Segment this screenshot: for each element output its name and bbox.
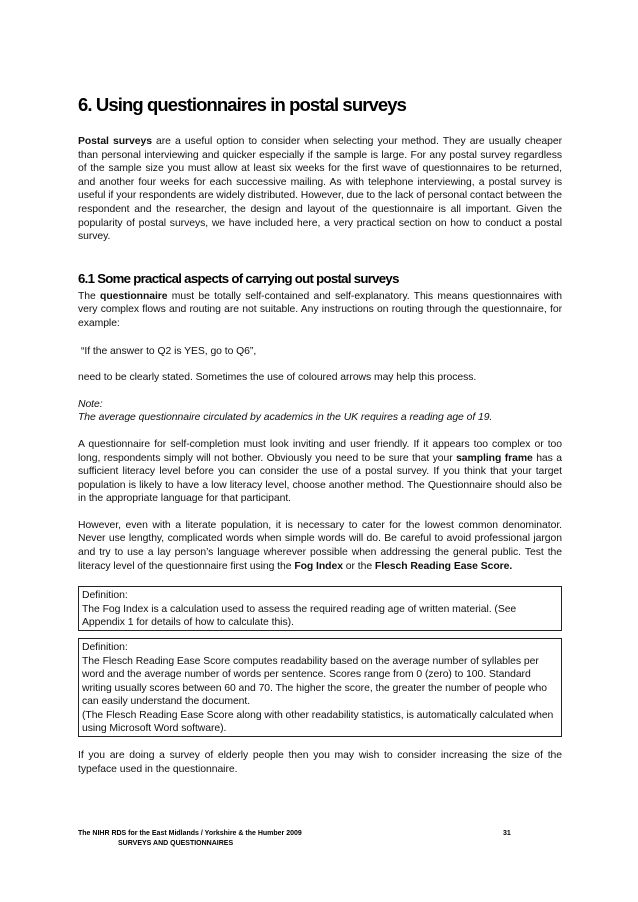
questionnaire-paragraph [78,290,562,331]
questionnaire-term: questionnaire [100,290,168,302]
para1-pre: The [78,290,101,302]
self-completion-paragraph [78,438,562,506]
footer-section: SURVEYS AND QUESTIONNAIRES [118,840,234,847]
intro-paragraph [78,135,562,244]
fog-index-definition-box [78,586,562,631]
page-content [78,94,562,777]
note-label: Note: [78,398,103,410]
flesch-definition: The Flesch Reading Ease Score computes readability based on the average number of syllables per word and the average number of words per sentence. Scores range from 0 (zero) to 100. Standard writing usually scores between 60 and 70. The higher the score, the greater the number of people who can easily understand the document. [82,655,547,708]
para3-pre: A questionnaire for self-completion must look inviting and user friendly. If it appears too complex or too long, respondents simply will not bother. Obviously you need to be sure that your [78,438,562,464]
flesch-definition-note: (The Flesch Reading Ease Score along with other readability statistics, is automatically calculated when using Microsoft Word software). [82,709,554,734]
subsection-title: 6.1 Some practical aspects of carrying out postal surveys [78,270,399,286]
note-text: The average questionnaire circulated by academics in the UK requires a reading age of 19. [78,412,493,424]
page-footer [78,830,562,847]
para1-post: must be totally self-contained and self-explanatory. This means questionnaires with very complex flows and routing are not suitable. Any instructions on routing through the questionnaire, for example: [78,290,563,329]
para4-mid: or the [342,560,375,572]
intro-text: are a useful option to consider when selecting your method. They are usually cheaper than personal interviewing and quicker especially if the sample is large. For any postal survey regardless of the sample size you must allow at least six weeks for the first wave of questionnaires to be returned, and another four weeks for each successive mailing. As with telephone interviewing, a postal survey is useful if your respondents are widely distributed. However, due to the lack of personal contact between the respondent and the researcher, the design and layout of the questionnaire is all important. Given the popularity of postal surveys, we have included here, a very practical section on how to conduct a postal survey. [78,136,562,243]
footer-source: The NIHR RDS for the East Midlands / Yorkshire & the Humber 2009 [78,830,302,837]
fog-index-term: Fog Index [294,560,343,572]
routing-example: “If the answer to Q2 is YES, go to Q6”, [81,345,257,357]
arrows-paragraph: need to be clearly stated. Sometimes the use of coloured arrows may help this process. [78,372,477,384]
para4-pre: However, even with a literate population, it is necessary to cater for the lowest common denominator. Never use lengthy, complicated words when simple words will do. Be careful to avoid professional jargon and try to use a lay person’s language wherever possible when addressing the general public. Test the literacy level of the questionnaire first using the [78,519,562,572]
definition-label: Definition: [82,590,128,602]
section-title: 6. Using questionnaires in postal surveys [78,94,407,115]
definition-label: Definition: [82,642,128,654]
flesch-term: Flesch Reading Ease Score. [374,560,513,572]
literacy-paragraph [78,519,562,573]
para3-post: has a sufficient literacy level before you can consider the use of a postal survey. If you think that your target population is likely to have a low literacy level, choose another method. The Questionnaire should also be in the appropriate language for that participant. [78,452,562,505]
sampling-frame-term: sampling frame [456,452,533,464]
intro-term: Postal surveys [78,136,152,147]
page-number: 31 [503,830,511,837]
elderly-paragraph: If you are doing a survey of elderly people then you may wish to consider increasing the size of the typeface used in the questionnaire. [78,750,562,775]
fog-index-definition: The Fog Index is a calculation used to assess the required reading age of written material. (See Appendix 1 for details of how to calculate this). [82,603,517,629]
flesch-definition-box [78,638,562,737]
